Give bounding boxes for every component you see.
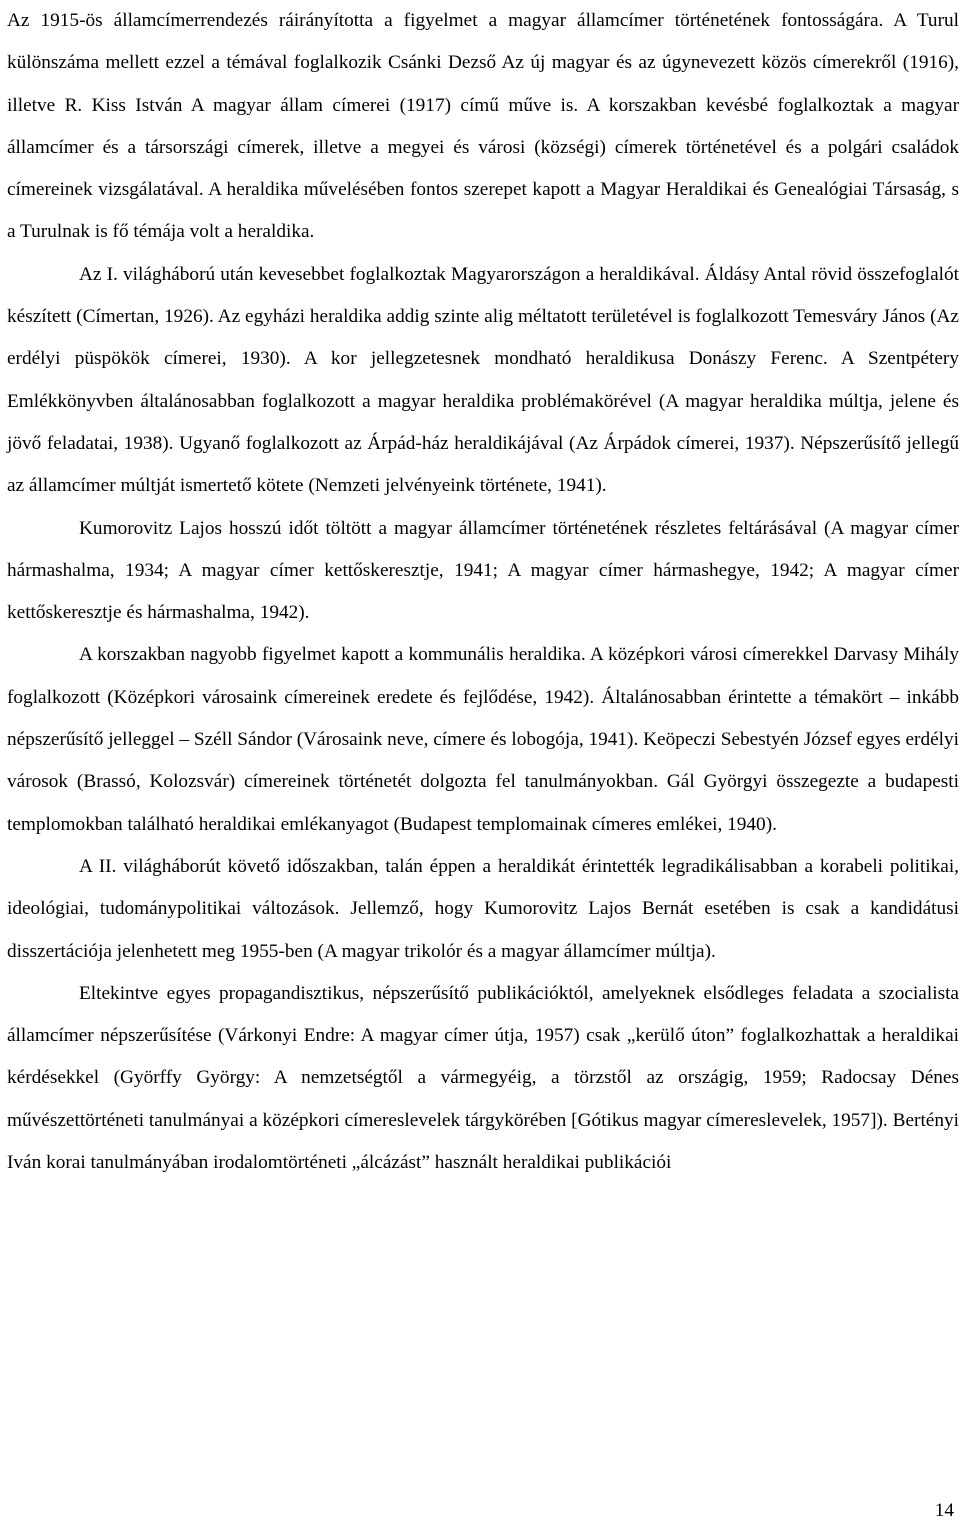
paragraph-4: A korszakban nagyobb figyelmet kapott a kommunális heraldika. A középkori városi címerekkel Darvasy Mihály foglalkozott (Középkori városaink címereinek eredete és fejlődése, 1942). Általánosabban érintette a témakört – inkább népszerűsítő jelleggel – Széll Sándor (Városaink neve, címere és lobogója, 1941). Keöpeczi Sebestyén József egyes erdélyi városok (Brassó, Kolozsvár) címereinek történetét dolgozta fel tanulmányokban. Gál Györgyi összegezte a budapesti templomokban található heraldikai emlékanyagot (Budapest templomainak címeres emlékei, 1940). — [7, 644, 959, 835]
paragraph-2: Az I. világháború után kevesebbet foglalkoztak Magyarországon a heraldikával. Áldásy Antal rövid összefoglalót készített (Címertan, 1926). Az egyházi heraldika addig szinte alig méltatott területével is foglalkozott Temesváry János (Az erdélyi püspökök címerei, 1930). A kor jellegzetesnek mondható heraldikusa Donászy Ferenc. A Szentpétery Emlékkönyvben általánosabban foglalkozott a magyar heraldika problémakörével (A magyar heraldika múltja, jelene és jövő feladatai, 1938). Ugyanő foglalkozott az Árpád-ház heraldikájával (Az Árpádok címerei, 1937). Népszerűsítő jellegű az államcímer múltját ismertető kötete (Nemzeti jelvényeink története, 1941). — [7, 263, 959, 497]
page-number: 14 — [934, 1500, 954, 1521]
document-page — [7, 0, 959, 1184]
paragraph-3: Kumorovitz Lajos hosszú időt töltött a magyar államcímer történetének részletes feltárásával (A magyar címer hármashalma, 1934; A magyar címer kettőskeresztje, 1941; A magyar címer hármashegye, 1942; A magyar címer kettőskeresztje és hármashalma, 1942). — [7, 517, 959, 624]
paragraph-5: A II. világháborút követő időszakban, talán éppen a heraldikát érintették legradikálisabban a korabeli politikai, ideológiai, tudománypolitikai változások. Jellemző, hogy Kumorovitz Lajos Bernát esetében is csak a kandidátusi disszertációja jelenhetett meg 1955-ben (A magyar trikolór és a magyar államcímer múltja). — [7, 855, 959, 962]
paragraph-1: Az 1915-ös államcímerrendezés ráirányította a figyelmet a magyar államcímer történetének fontosságára. A Turul különszáma mellett ezzel a témával foglalkozik Csánki Dezső Az új magyar és az úgynevezett közös címerekről (1916), illetve R. Kiss István A magyar állam címerei (1917) című műve is. A korszakban kevésbé foglalkoztak a magyar államcímer és a társországi címerek, illetve a megyei és városi (községi) címerek történetével és a polgári családok címereinek vizsgálatával. A heraldika művelésében fontos szerepet kapott a Magyar Heraldikai és Genealógiai Társaság, s a Turulnak is fő témája volt a heraldika. — [7, 10, 959, 243]
paragraph-6: Eltekintve egyes propagandisztikus, népszerűsítő publikációktól, amelyeknek elsődleges feladata a szocialista államcímer népszerűsítése (Várkonyi Endre: A magyar címer útja, 1957) csak „kerülő úton” foglalkozhattak a heraldikai kérdésekkel (Györffy György: A nemzetségtől a vármegyéig, a törzstől az országig, 1959; Radocsay Dénes művészettörténeti tanulmányai a középkori címereslevelek tárgykörében [Gótikus magyar címereslevelek, 1957]). Bertényi Iván korai tanulmányában irodalomtörténeti „álcázást” használt heraldikai publikációi — [7, 982, 959, 1174]
